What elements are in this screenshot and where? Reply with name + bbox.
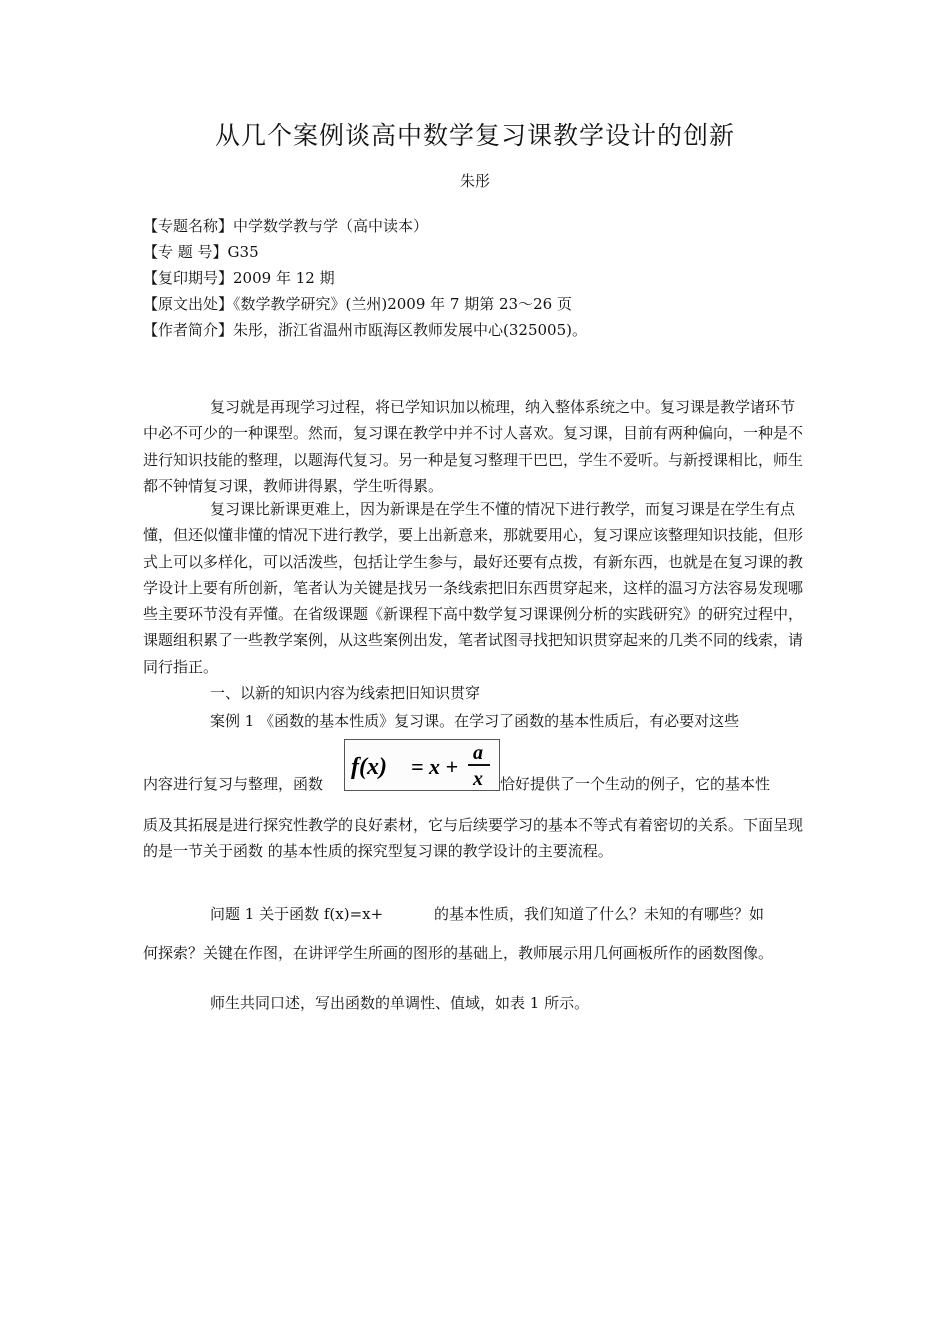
case1-line1: 案例 1 《函数的基本性质》复习课。在学习了函数的基本性质后，有必要对这些 <box>210 712 740 730</box>
question1-rest: 何探索？关键在作图，在讲评学生所画的图形的基础上，教师展示用几何画板所作的函数图像。 <box>143 944 774 962</box>
meta-original-source: 【原文出处】《数学教学研究》(兰州)2009 年 7 期第 23～26 页 <box>143 295 572 313</box>
paragraph-1: 复习就是再现学习过程，将已学知识加以梳理，纳入整体系统之中。复习课是教学诸环节中必不可少的一种课型。然而，复习课在教学中并不讨人喜欢。复习课，目前有两种偏向，一种是不进行知识技能的整理，以题海代复习。另一种是复习整理干巴巴，学生不爱听。与新授课相比，师生都不钟情复习课，教师讲得累，学生听得累。 <box>143 398 804 495</box>
formula-eq: = x + <box>411 754 459 779</box>
case1-rest: 质及其拓展是进行探究性教学的良好素材，它与后续要学习的基本不等式有着密切的关系。下面呈现的是一节关于函数 的基本性质的探究型复习课的教学设计的主要流程。 <box>143 816 804 861</box>
question1-end: 的基本性质，我们知道了什么？未知的有哪些？如 <box>434 905 765 923</box>
document-title: 从几个案例谈高中数学复习课教学设计的创新 <box>214 121 735 150</box>
case1-line2-end: 恰好提供了一个生动的例子，它的基本性 <box>500 775 771 793</box>
formula-lhs: f(x) <box>351 754 387 780</box>
meta-reprint-issue: 【复印期号】2009 年 12 期 <box>143 269 335 287</box>
author-name: 朱彤 <box>459 172 490 190</box>
question1-start: 问题 1 关于函数 f(x)=x+ <box>210 905 384 923</box>
paragraph-2: 复习课比新课更难上，因为新课是在学生不懂的情况下进行教学，而复习课是在学生有点懂，但还似懂非懂的情况下进行教学，要上出新意来，那就要用心，复习课应该整理知识技能，但形式上可以多样化，可以活泼些，包括让学生参与，最好还要有点拨，有新东西，也就是在复习课的教学设计上要有所创新，笔者认为关键是找另一条线索把旧东西贯穿起来，这样的温习方法容易发现哪些主要环节没有弄懂。在省级课题《新课程下高中数学复习课课例分析的实践研究》的研究过程中，课题组积累了一些教学案例，从这些案例出发，笔者试图寻找把知识贯穿起来的几类不同的线索，请同行指正。 <box>143 500 804 676</box>
formula-numerator: a <box>473 742 483 764</box>
paragraph-last: 师生共同口述，写出函数的单调性、值域，如表 1 所示。 <box>210 994 590 1012</box>
formula-denominator: x <box>473 768 483 790</box>
section-heading-1: 一、以新的知识内容为线索把旧知识贯穿 <box>210 684 481 702</box>
metadata-block <box>143 213 823 343</box>
meta-topic-number: 【专 题 号】G35 <box>143 243 259 261</box>
formula-image <box>344 739 500 791</box>
meta-author-bio: 【作者简介】朱彤，浙江省温州市瓯海区教师发展中心(325005)。 <box>143 321 587 339</box>
case1-line2-start: 内容进行复习与整理，函数 <box>143 775 324 793</box>
meta-topic-name: 【专题名称】中学数学教与学（高中读本） <box>143 217 429 235</box>
